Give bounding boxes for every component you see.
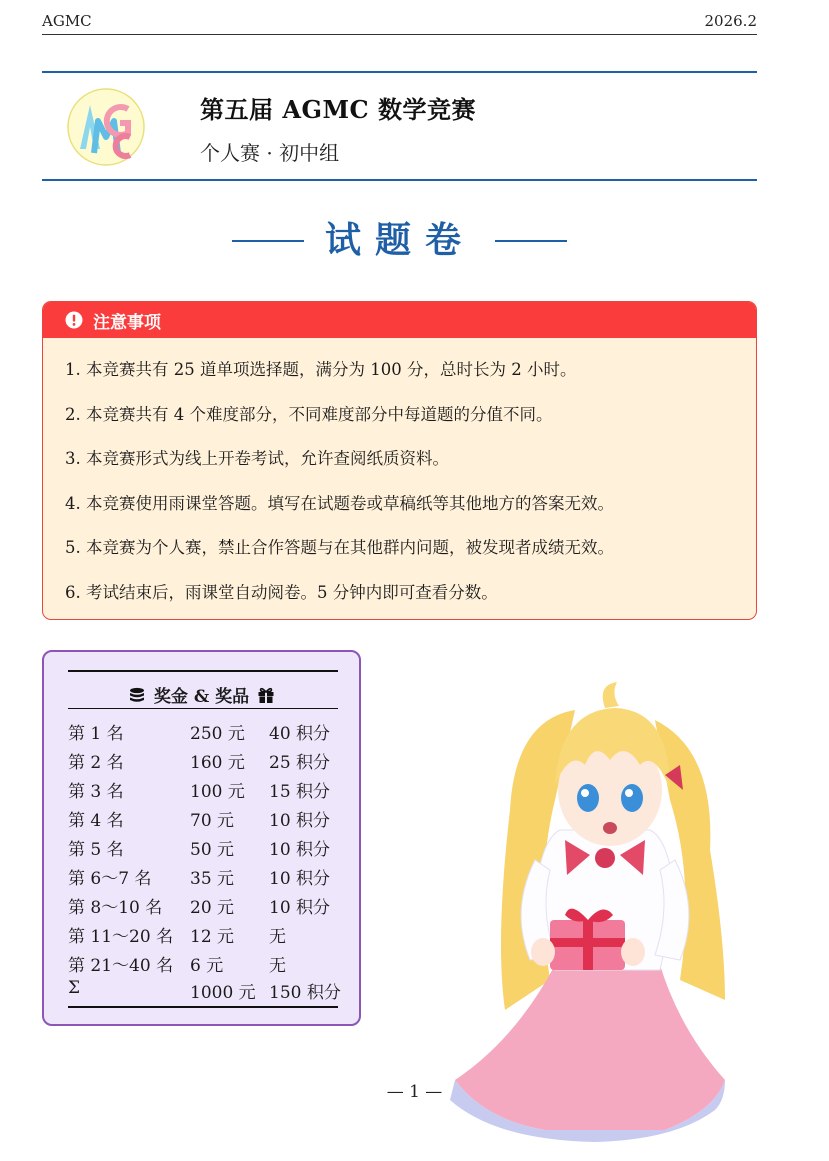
points-cell: 10 积分 <box>269 840 331 860</box>
table-row <box>68 719 348 748</box>
table-row <box>68 806 348 835</box>
table-row <box>68 922 348 951</box>
banner-bottom-rule <box>42 179 757 181</box>
running-header-date: 2026.2 <box>704 12 757 30</box>
table-row <box>68 951 348 980</box>
table-top-rule <box>68 670 338 672</box>
points-cell: 15 积分 <box>269 782 331 802</box>
coins-icon <box>128 686 146 704</box>
notice-item: 6. 考试结束后，雨课堂自动阅卷。5 分钟内即可查看分数。 <box>65 582 498 602</box>
notice-list <box>43 338 756 620</box>
gift-icon <box>257 686 275 704</box>
cash-cell: 35 元 <box>190 869 235 889</box>
rank-cell: 第 3 名 <box>68 782 124 802</box>
running-header-left: AGMC <box>42 12 92 30</box>
points-cell: 10 积分 <box>269 869 331 889</box>
points-cell: 10 积分 <box>269 811 331 831</box>
table-row <box>68 864 348 893</box>
prize-header <box>44 682 359 707</box>
notice-item: 5. 本竞赛为个人赛，禁止合作答题与在其他群内问题，被发现者成绩无效。 <box>65 538 614 558</box>
cash-cell: 100 元 <box>190 782 245 802</box>
points-cell: 无 <box>269 956 286 976</box>
page-number: — 1 — <box>386 1082 443 1102</box>
paper-title: 试题卷 <box>324 219 475 261</box>
contest-subtitle: 个人赛 · 初中组 <box>200 141 340 165</box>
prize-box <box>42 650 361 1026</box>
notice-item: 2. 本竞赛共有 4 个难度部分，不同难度部分中每道题的分值不同。 <box>65 404 553 424</box>
table-row <box>68 777 348 806</box>
table-row <box>68 748 348 777</box>
cash-cell: 250 元 <box>190 724 245 744</box>
rank-cell: 第 8～10 名 <box>68 898 163 918</box>
notice-header <box>43 302 756 338</box>
cash-cell: 50 元 <box>190 840 235 860</box>
points-cell: 40 积分 <box>269 724 331 744</box>
cash-cell: 20 元 <box>190 898 235 918</box>
notice-item: 4. 本竞赛使用雨课堂答题。填写在试题卷或草稿纸等其他地方的答案无效。 <box>65 493 614 513</box>
rank-cell: 第 4 名 <box>68 811 124 831</box>
rank-cell: 第 21～40 名 <box>68 956 174 976</box>
notice-item: 3. 本竞赛形式为线上开卷考试，允许查阅纸质资料。 <box>65 449 449 469</box>
total-cash: 1000 元 <box>190 983 256 1003</box>
anime-girl-illustration <box>425 680 745 1150</box>
rank-cell: 第 1 名 <box>68 724 124 744</box>
banner-top-rule <box>42 71 757 73</box>
points-cell: 无 <box>269 927 286 947</box>
rank-cell: 第 11～20 名 <box>68 927 174 947</box>
contest-title: 第五届 AGMC 数学竞赛 <box>200 95 476 124</box>
table-row <box>68 835 348 864</box>
notice-item: 1. 本竞赛共有 25 道单项选择题，满分为 100 分，总时长为 2 小时。 <box>65 360 577 379</box>
title-dash-right <box>495 240 567 242</box>
points-cell: 10 积分 <box>269 898 331 918</box>
table-row <box>68 893 348 922</box>
total-label: Σ <box>68 978 81 998</box>
notice-title: 注意事项 <box>93 312 161 333</box>
agmc-logo <box>66 87 146 167</box>
cash-cell: 6 元 <box>190 956 224 976</box>
cash-cell: 12 元 <box>190 927 235 947</box>
exclamation-circle-icon <box>65 311 83 329</box>
header-rule <box>42 34 757 35</box>
cash-cell: 70 元 <box>190 811 235 831</box>
cash-cell: 160 元 <box>190 753 245 773</box>
total-points: 150 积分 <box>269 983 341 1003</box>
notice-box <box>42 301 757 620</box>
table-header-rule <box>68 708 338 709</box>
table-bottom-rule <box>68 1006 338 1008</box>
rank-cell: 第 6～7 名 <box>68 869 152 889</box>
rank-cell: 第 5 名 <box>68 840 124 860</box>
points-cell: 25 积分 <box>269 753 331 773</box>
prize-title: 奖金 & 奖品 <box>153 687 250 707</box>
rank-cell: 第 2 名 <box>68 753 124 773</box>
table-total-row <box>68 978 348 1007</box>
